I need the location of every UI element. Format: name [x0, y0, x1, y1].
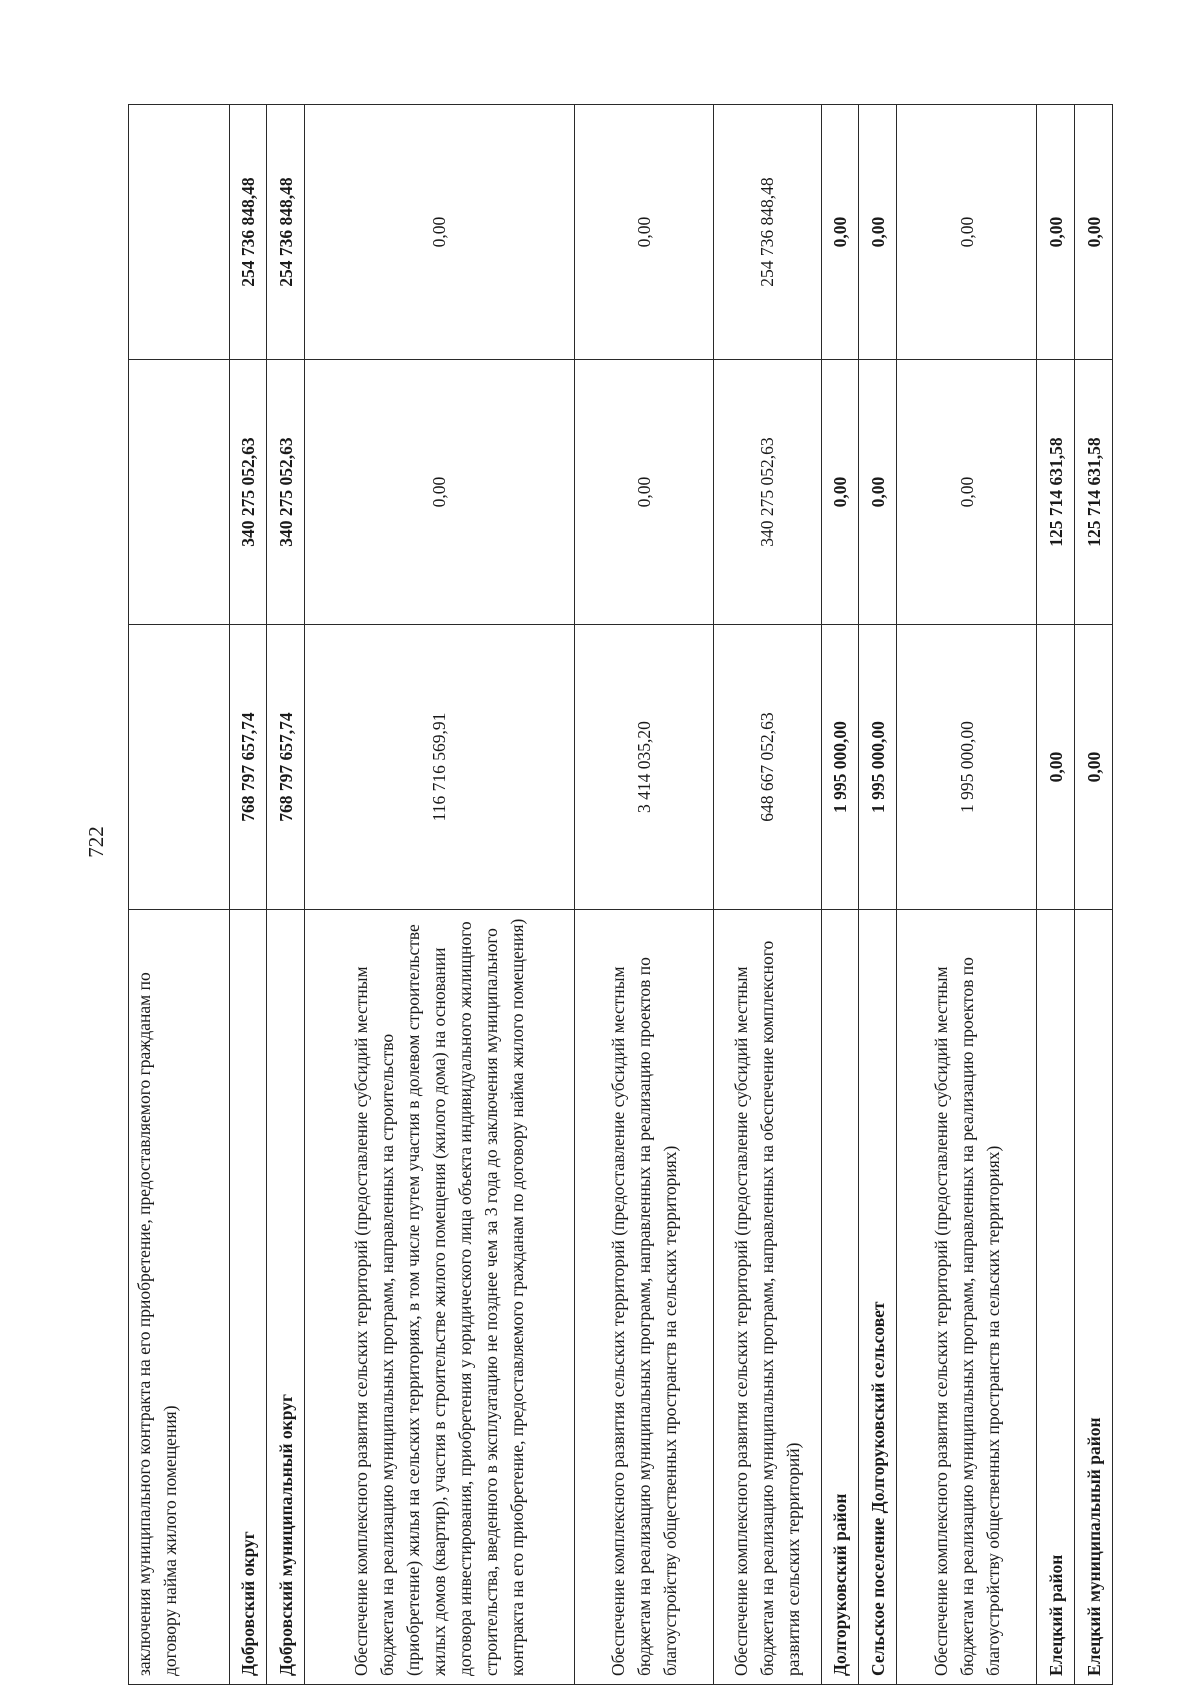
value-cell-1: 1 995 000,00: [821, 625, 859, 910]
value-cell-2: 125 714 631,58: [1075, 360, 1113, 625]
value-cell-1: 0,00: [1037, 625, 1075, 910]
row-name-cell: Добровский округ: [229, 910, 267, 1685]
row-name-cell: Сельское поселение Долгоруковский сельсовет: [859, 910, 897, 1685]
value-cell-1: 1 995 000,00: [859, 625, 897, 910]
value-cell-1: 3 414 035,20: [574, 625, 713, 910]
value-cell-3: 0,00: [896, 105, 1037, 360]
value-cell-3: 254 736 848,48: [229, 105, 267, 360]
table-row: [821, 105, 859, 1685]
row-name-cell: Обеспечение комплексного развития сельских территорий (предоставление субсидий местным бюджетам на реализацию муниципальных программ, направленных на реализацию проектов по благоустройству общественных пространств на сельских территориях): [896, 910, 1037, 1685]
table-row: [304, 105, 574, 1685]
table-row: [574, 105, 713, 1685]
rotated-table-wrapper: [128, 105, 1113, 1685]
value-cell-3: [129, 105, 230, 360]
value-cell-3: 0,00: [1075, 105, 1113, 360]
value-cell-3: 0,00: [1037, 105, 1075, 360]
table-row: [267, 105, 305, 1685]
row-name-cell: заключения муниципального контракта на его приобретение, предоставляемого гражданам по договору найма жилого помещения): [129, 910, 230, 1685]
value-cell-2: [129, 360, 230, 625]
value-cell-1: 0,00: [1075, 625, 1113, 910]
value-cell-2: 0,00: [304, 360, 574, 625]
value-cell-3: 254 736 848,48: [714, 105, 821, 360]
value-cell-3: 254 736 848,48: [267, 105, 305, 360]
table-row: [896, 105, 1037, 1685]
page-number: 722: [84, 826, 108, 858]
value-cell-1: 1 995 000,00: [896, 625, 1037, 910]
table-row: [714, 105, 821, 1685]
row-name-cell: Елецкий муниципальный район: [1075, 910, 1113, 1685]
budget-table: [128, 104, 1113, 1685]
value-cell-2: 0,00: [821, 360, 859, 625]
value-cell-2: 125 714 631,58: [1037, 360, 1075, 625]
table-row: [1075, 105, 1113, 1685]
table-row: [229, 105, 267, 1685]
value-cell-3: 0,00: [821, 105, 859, 360]
row-name-cell: Обеспечение комплексного развития сельских территорий (предоставление субсидий местным бюджетам на реализацию муниципальных программ, направленных на строительство (приобретение) жилья на сельских территориях, в том числе путем участия в долевом строительстве жилых домов (квартир), участия в строительстве жилого помещения (жилого дома) на основании договора инвестирования, приобретения у юридического лица объекта индивидуального жилищного строительства, введенного в эксплуатацию не позднее чем за 3 года до заключения муниципального контракта на его приобретение, предоставляемого гражданам по договору найма жилого помещения): [304, 910, 574, 1685]
row-name-cell: Обеспечение комплексного развития сельских территорий (предоставление субсидий местным бюджетам на реализацию муниципальных программ, направленных на реализацию проектов по благоустройству общественных пространств на сельских территориях): [574, 910, 713, 1685]
value-cell-1: 768 797 657,74: [267, 625, 305, 910]
value-cell-3: 0,00: [574, 105, 713, 360]
value-cell-2: 340 275 052,63: [229, 360, 267, 625]
value-cell-2: 340 275 052,63: [267, 360, 305, 625]
value-cell-1: 116 716 569,91: [304, 625, 574, 910]
table-row: [129, 105, 230, 1685]
value-cell-3: 0,00: [304, 105, 574, 360]
value-cell-1: 768 797 657,74: [229, 625, 267, 910]
row-name-cell: Добровский муниципальный округ: [267, 910, 305, 1685]
row-name-cell: Обеспечение комплексного развития сельских территорий (предоставление субсидий местным бюджетам на реализацию муниципальных программ, направленных на обеспечение комплексного развития сельских территорий): [714, 910, 821, 1685]
value-cell-3: 0,00: [859, 105, 897, 360]
value-cell-1: 648 667 052,63: [714, 625, 821, 910]
table-row: [859, 105, 897, 1685]
row-name-cell: Долгоруковский район: [821, 910, 859, 1685]
value-cell-2: 0,00: [859, 360, 897, 625]
table-row: [1037, 105, 1075, 1685]
value-cell-1: [129, 625, 230, 910]
row-name-cell: Елецкий район: [1037, 910, 1075, 1685]
value-cell-2: 0,00: [574, 360, 713, 625]
value-cell-2: 340 275 052,63: [714, 360, 821, 625]
value-cell-2: 0,00: [896, 360, 1037, 625]
